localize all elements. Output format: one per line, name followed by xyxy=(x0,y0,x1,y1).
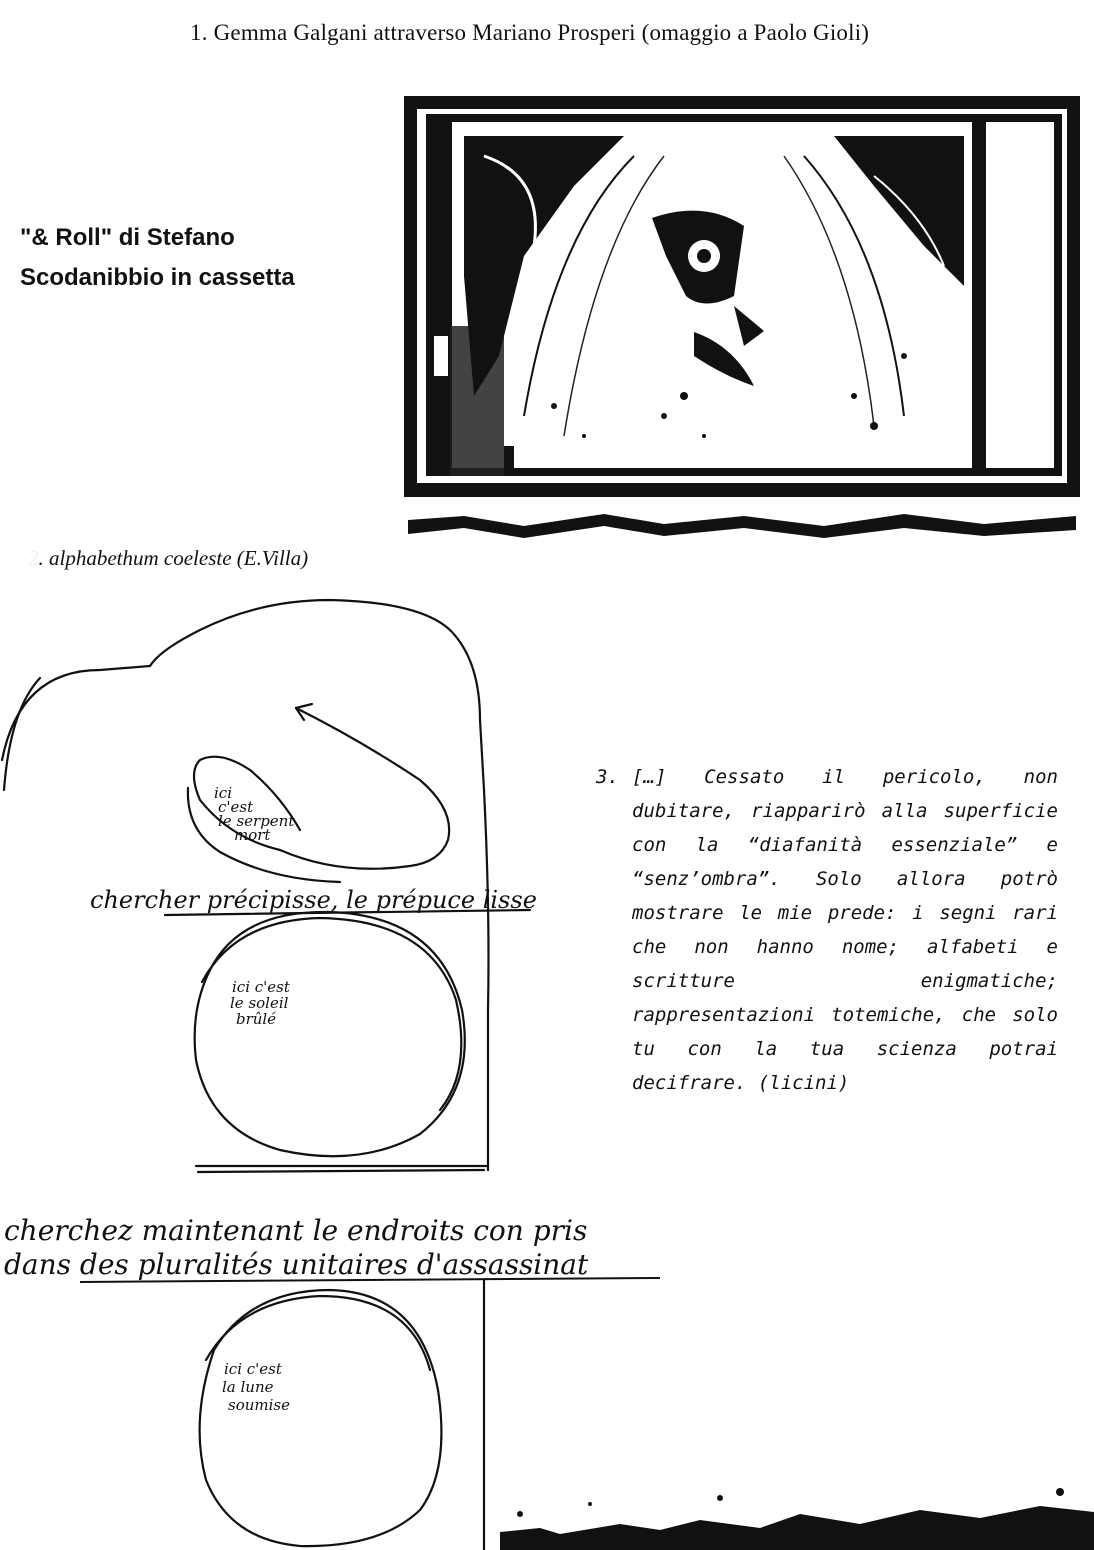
sun-note-line-1: ici c'est xyxy=(232,978,290,996)
quote-number: 3. xyxy=(596,766,619,788)
cassette-caption-line-1: "& Roll" di Stefano xyxy=(20,224,235,251)
outer-outline xyxy=(2,600,489,1170)
bottom-edge-noise xyxy=(500,1484,1094,1550)
serpent-note-line-2: c'est xyxy=(218,798,254,816)
moon-note-line-3: soumise xyxy=(228,1396,290,1414)
sun-note-line-3: brûlé xyxy=(236,1010,277,1028)
serpent-note-line-4: mort xyxy=(234,826,271,844)
sun-circle xyxy=(195,912,465,1156)
maintenant-line-1: cherchez maintenant le endroits con pris xyxy=(4,1214,588,1247)
serpent-note-line-3: le serpent xyxy=(218,812,295,830)
sun-note-line-2: le soleil xyxy=(230,994,289,1012)
moon-note-line-1: ici c'est xyxy=(224,1360,282,1378)
quote-text: […] Cessato il pericolo, non dubitare, riapparirò alla superficie con la “diafanità essenziale” e “senz’ombra”. Solo allora potrò mostrare le mie prede: i segni rari che non hanno nome; alfabeti e scritture enigmatiche; rappresentazioni totemiche, che solo tu con la tua scienza potrai decifrare. (licini) xyxy=(632,766,1058,1094)
film-frame-image xyxy=(404,96,1080,542)
cassette-caption xyxy=(20,218,380,298)
chercher-line: chercher précipisse, le prépuce lisse xyxy=(90,886,537,914)
alphabet-caption-text: . alphabethum coeleste (E.Villa) xyxy=(38,546,309,570)
cassette-caption-line-2: Scodanibbio in cassetta xyxy=(20,264,295,291)
moon-circle xyxy=(200,1290,442,1546)
maintenant-line-2: dans des pluralités unitaires d'assassinat xyxy=(4,1248,589,1281)
serpent-loop xyxy=(194,708,449,869)
alphabet-caption-number: 2 xyxy=(28,546,39,570)
moon-note-line-2: la lune xyxy=(222,1378,274,1396)
serpent-note-line-1: ici xyxy=(214,784,232,802)
quote-block xyxy=(596,760,1058,1100)
hand-drawn-sketch xyxy=(0,590,700,1550)
page-title: 1. Gemma Galgani attraverso Mariano Prosperi (omaggio a Paolo Gioli) xyxy=(190,20,870,45)
alphabet-caption xyxy=(28,546,308,571)
